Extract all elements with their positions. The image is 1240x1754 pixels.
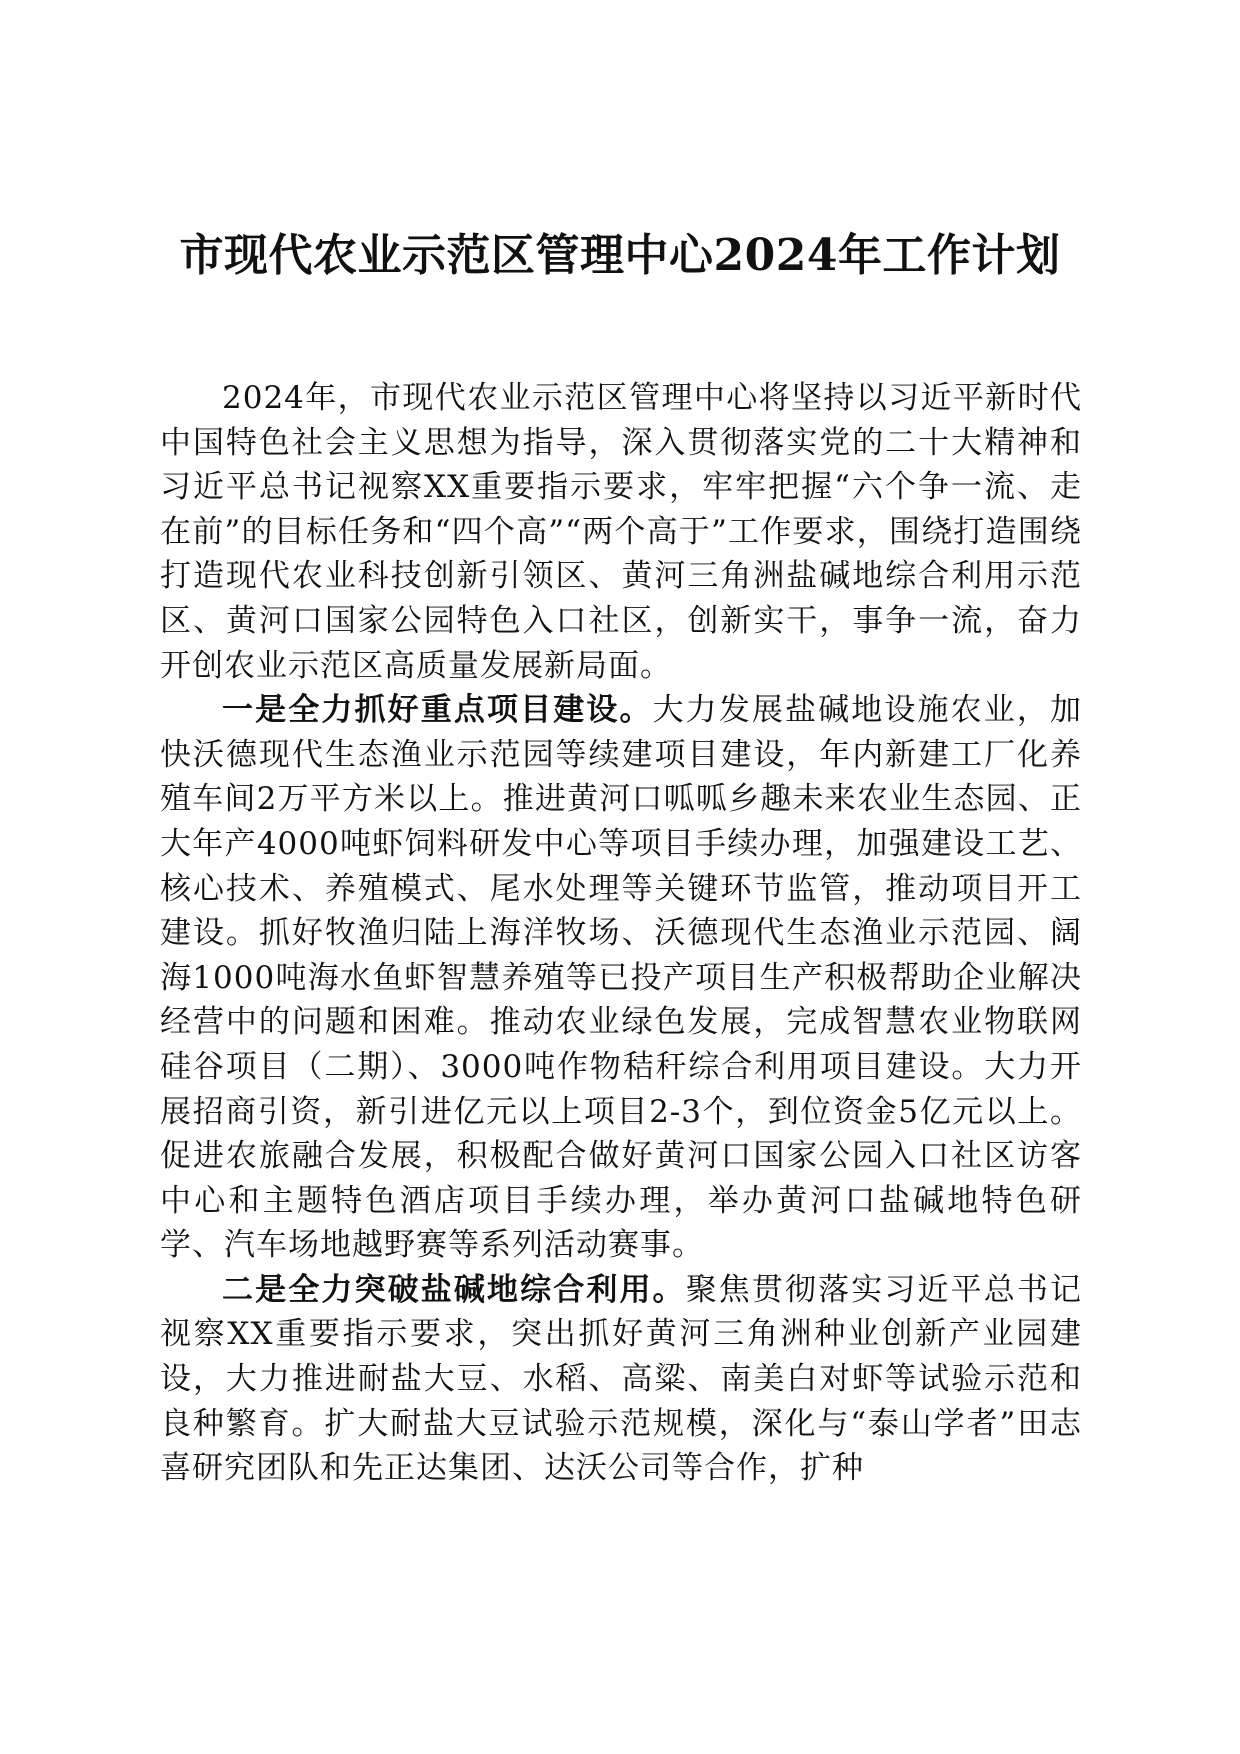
section-paragraph-2 bbox=[160, 1268, 1082, 1491]
paragraph-text: 2024年，市现代农业示范区管理中心将坚持以习近平新时代中国特色社会主义思想为指导，深入贯彻落实党的二十大精神和习近平总书记视察XX重要指示要求，牢牢把握“六个争一流、走在前”的目标任务和“四个高”“两个高于”工作要求，围绕打造围绕打造现代农业科技创新引领区、黄河三角洲盐碱地综合利用示范区、黄河口国家公园特色入口社区，创新实干，事争一流，奋力开创农业示范区高质量发展新局面。 bbox=[160, 380, 1082, 684]
document-body bbox=[160, 376, 1082, 1491]
paragraph-text: 大力发展盐碱地设施农业，加快沃德现代生态渔业示范园等续建项目建设，年内新建工厂化养殖车间2万平方米以上。推进黄河口呱呱乡趣未来农业生态园、正大年产4000吨虾饲料研发中心等项目手续办理，加强建设工艺、核心技术、养殖模式、尾水处理等关键环节监管，推动项目开工建设。抓好牧渔归陆上海洋牧场、沃德现代生态渔业示范园、阔海1000吨海水鱼虾智慧养殖等已投产项目生产积极帮助企业解决经营中的问题和困难。推动农业绿色发展，完成智慧农业物联网硅谷项目（二期）、3000吨作物秸秆综合利用项目建设。大力开展招商引资，新引进亿元以上项目2-3个，到位资金5亿元以上。促进农旅融合发展，积极配合做好黄河口国家公园入口社区访客中心和主题特色酒店项目手续办理，举办黄河口盐碱地特色研学、汽车场地越野赛等系列活动赛事。 bbox=[160, 692, 1083, 1264]
intro-paragraph bbox=[160, 376, 1082, 688]
section-heading: 二是全力突破盐碱地综合利用。 bbox=[222, 1271, 686, 1308]
document-title: 市现代农业示范区管理中心2024年工作计划 bbox=[179, 230, 1061, 281]
section-paragraph-1 bbox=[160, 688, 1082, 1268]
section-heading: 一是全力抓好重点项目建设。 bbox=[222, 692, 653, 729]
paragraph-text: 聚焦贯彻落实习近平总书记视察XX重要指示要求，突出抓好黄河三角洲种业创新产业园建设，大力推进耐盐大豆、水稻、高粱、南美白对虾等试验示范和良种繁育。扩大耐盐大豆试验示范规模，深化与“泰山学者”田志喜研究团队和先正达集团、达沃公司等合作，扩种 bbox=[160, 1271, 1083, 1487]
